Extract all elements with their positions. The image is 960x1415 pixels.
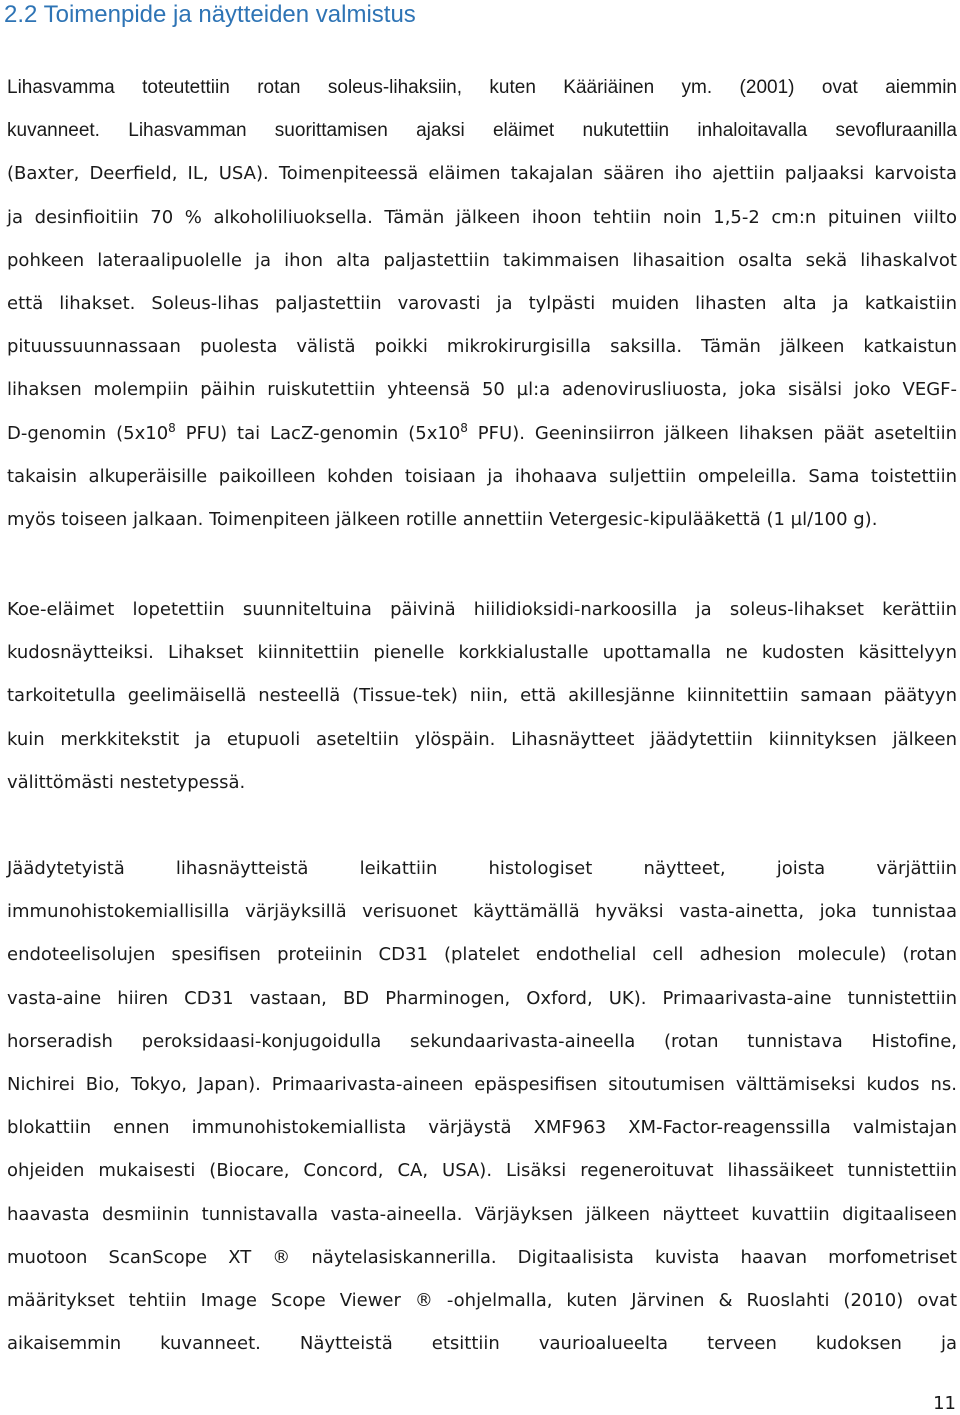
text-line: muotoon ScanScope XT ® näytelasiskannerilla. Digitaalisista kuvista haavan morfometriset — [7, 1246, 957, 1268]
text-line: pohkeen lateraalipuolelle ja ihon alta paljastettiin takimmaisen lihasaition osalta sekä lihaskalvot — [7, 249, 957, 271]
text-line: takaisin alkuperäisille paikoilleen kohden toisiaan ja ihohaava suljettiin ompeleilla. Sama toistettiin — [7, 465, 957, 487]
text-line: blokattiin ennen immunohistokemiallista värjäystä XMF963 XM-Factor-reagenssilla valmistajan — [7, 1117, 957, 1139]
text-line: lihaksen molempiin päihin ruiskutettiin yhteensä 50 µl:a adenovirusliuosta, joka sisälsi joko VEGF- — [7, 379, 957, 401]
text-line: tarkoitetulla geelimäisellä nesteellä (Tissue-tek) niin, että akillesjänne kiinnitettiin samaan päätyyn — [7, 685, 957, 707]
text-line: vasta-aine hiiren CD31 vastaan, BD Pharminogen, Oxford, UK). Primaarivasta-aine tunnistettiin — [7, 987, 957, 1009]
text-line: Jäädytetyistä lihasnäytteistä leikattiin histologiset näytteet, joista värjättiin — [7, 858, 957, 879]
text-line: kudosnäytteiksi. Lihakset kiinnitettiin pienelle korkkialustalle upottamalla ne kudosten käsittelyyn — [7, 642, 957, 664]
text-line: Koe-eläimet lopetettiin suunniteltuina päivinä hiilidioksidi-narkoosilla ja soleus-lihakset kerättiin — [7, 599, 957, 620]
text-line: pituussuunnassaan puolesta välistä poikki mikrokirurgisilla saksilla. Tämän jälkeen katkaistun — [7, 336, 957, 358]
text-fragment: D-genomin (5x10 — [7, 422, 169, 444]
text-fragment: PFU) tai LacZ-genomin (5x10 — [175, 422, 461, 444]
text-line: kuin merkkitekstit ja etupuoli aseteltiin ylöspäin. Lihasnäytteet jäädytettiin kiinnityksen jälkeen — [7, 728, 957, 750]
text-line: Lihasvamma toteutettiin rotan soleus-lihaksiin, kuten Kääriäinen ym. (2001) ovat aiemmin — [7, 77, 957, 98]
text-line: välittömästi nestetypessä. — [7, 771, 246, 793]
superscript-exponent: 8 — [168, 420, 176, 435]
superscript-exponent: 8 — [460, 420, 468, 435]
text-line: aikaisemmin kuvanneet. Näytteistä etsittiin vaurioalueelta terveen kudoksen ja — [7, 1333, 957, 1355]
text-line: ohjeiden mukaisesti (Biocare, Concord, CA, USA). Lisäksi regeneroituvat lihassäikeet tunnistettiin — [7, 1160, 957, 1182]
paragraph-sample-collection — [7, 588, 957, 804]
text-line: (Baxter, Deerfield, IL, USA). Toimenpiteessä eläimen takajalan säären iho ajettiin paljaaksi karvoista — [7, 163, 957, 185]
text-line: immunohistokemiallisilla värjäyksillä verisuonet käyttämällä hyväksi vasta-ainetta, joka tunnistaa — [7, 901, 957, 923]
paragraph-muscle-injury-procedure — [7, 66, 957, 541]
text-line — [7, 412, 957, 455]
text-line: Nichirei Bio, Tokyo, Japan). Primaarivasta-aineen epäspesifisen sitoutumisen välttämiseksi kudos ns. — [7, 1074, 957, 1096]
text-line: ja desinfioitiin 70 % alkoholiliuoksella. Tämän jälkeen ihoon tehtiin noin 1,5-2 cm:n pituinen viilto — [7, 206, 957, 228]
text-line: endoteelisolujen spesifisen proteiinin CD31 (platelet endothelial cell adhesion molecule) (rotan — [7, 944, 957, 966]
text-line: että lihakset. Soleus-lihas paljastettiin varovasti ja tylpästi muiden lihasten alta ja katkaistiin — [7, 293, 957, 315]
paragraph-histology-staining — [7, 847, 957, 1365]
text-line: haavasta desmiinin tunnistavalla vasta-aineella. Värjäyksen jälkeen näytteet kuvattiin digitaaliseen — [7, 1203, 957, 1225]
text-line: kuvanneet. Lihasvamman suorittamisen ajaksi eläimet nukutettiin inhaloitavalla sevofluraanilla — [7, 120, 957, 142]
text-fragment: PFU). Geeninsiirron jälkeen lihaksen päät aseteltiin — [467, 422, 957, 444]
text-line: myös toiseen jalkaan. Toimenpiteen jälkeen rotille annettiin Vetergesic-kipulääkettä (1 µl/100 g). — [7, 509, 878, 531]
page-number: 11 — [933, 1393, 956, 1414]
section-heading: 2.2 Toimenpide ja näytteiden valmistus — [4, 1, 416, 28]
text-line: määritykset tehtiin Image Scope Viewer ® -ohjelmalla, kuten Järvinen & Ruoslahti (2010) ovat — [7, 1290, 957, 1312]
text-line: horseradish peroksidaasi-konjugoidulla sekundaarivasta-aineella (rotan tunnistava Histofine, — [7, 1030, 957, 1052]
